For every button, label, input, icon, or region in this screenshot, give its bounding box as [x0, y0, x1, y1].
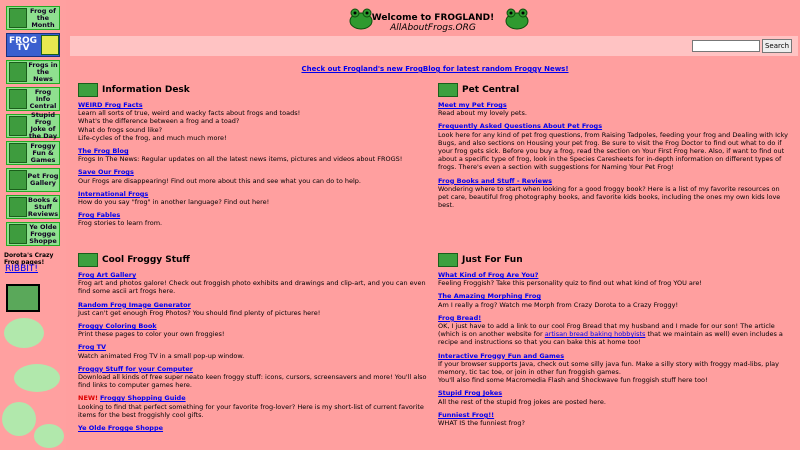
frog-section-icon: [438, 83, 458, 97]
frogge-shoppe-link[interactable]: Ye Olde Frogge Shoppe: [78, 424, 164, 433]
interactive-games-link[interactable]: Interactive Froggy Fun and Games: [438, 351, 565, 360]
pet-frog-faq-link[interactable]: Frequently Asked Questions About Pet Frogs: [438, 122, 603, 131]
header: [66, 0, 800, 34]
list-item: Interactive Froggy Fun and Games If your browser supports Java, check out some silly java fun. Make a silly story with froggy mad-libs, play memory, tic tac toe, or join in other fun froggish games. You'll also find some Macromedia Flash and Shockwave fun froggish stuff here too!: [438, 351, 779, 385]
weird-frog-facts-link[interactable]: WEIRD Frog Facts: [78, 101, 143, 109]
frog-blog-link[interactable]: The Frog Blog: [78, 147, 129, 156]
section-title: Just For Fun: [462, 254, 523, 265]
meet-my-pet-frogs-link[interactable]: Meet my Pet Frogs: [438, 101, 507, 109]
list-item: The Amazing Morphing Frog Am I really a frog? Watch me Morph from Crazy Dorota to a Crazy Froggy!: [438, 292, 679, 309]
frog-tv-link[interactable]: Frog TV: [78, 343, 107, 352]
artisan-bread-link[interactable]: artisan bread baking hobbyists: [544, 330, 646, 339]
section-just-for-fun: [438, 252, 790, 432]
list-item: Frog Books and Stuff - Reviews Wondering where to start when looking for a good froggy book? Here is a list of my favorite resources on pet care, beautiful frog photography books, and favorite kids books, including the ones my own kids love best.: [438, 176, 781, 210]
froggy-coloring-book-link[interactable]: Froggy Coloring Book: [78, 322, 157, 331]
froggy-shopping-guide-link[interactable]: Froggy Shopping Guide: [100, 394, 186, 403]
international-frogs-link[interactable]: International Frogs: [78, 189, 149, 198]
list-item: Frog Art Gallery Frog art and photos galore! Check out froggish photo exhibits and drawings and clip-art, and you can even find some ascii art frogs here.: [78, 271, 426, 296]
search-input[interactable]: [692, 40, 760, 52]
section-title: Information Desk: [102, 84, 190, 95]
frogblog-banner-link[interactable]: Check out Frogland's new FrogBlog for latest random Froggy News!: [301, 65, 569, 73]
new-badge: NEW!: [78, 394, 99, 403]
nav-frog-tv[interactable]: FROG TV: [6, 33, 60, 57]
frog-bread-link[interactable]: Frog Bread!: [438, 313, 482, 322]
section-title: Pet Central: [462, 84, 520, 95]
morphing-frog-link[interactable]: The Amazing Morphing Frog: [438, 292, 542, 301]
nav-froggy-fun-games[interactable]: Froggy Fun & Games: [6, 141, 60, 165]
ribbit-link[interactable]: RIBBIT!: [5, 264, 39, 274]
nav-frogs-in-the-news[interactable]: Frogs in the News: [6, 60, 60, 84]
section-pet-central: [438, 82, 790, 214]
books-icon: [9, 197, 27, 217]
list-item: Frequently Asked Questions About Pet Frogs Look here for any kind of pet frog questions, from Raising Tadpoles, feeding your frog and Dealing with Icky Bugs, and also sections on Housing your pet frog. Be sure to visit the Frog Doctor to find out what to do if your frog gets sick. Before you buy a frog, read the section on Your First Frog here. Also, if want to find out about a specific type of frog, look in the Species Caresheets for in-depth information on different types of frogs. There's even a section with suggestions for Naming Your Pet Frog!: [438, 122, 788, 172]
stupid-frog-jokes-link[interactable]: Stupid Frog Jokes: [438, 389, 503, 398]
background-blob: [34, 424, 64, 448]
search-button[interactable]: Search: [762, 39, 792, 53]
background-blob: [4, 318, 44, 348]
list-item: Frog Fables Frog stories to learn from.: [78, 211, 163, 228]
nav-frog-of-the-month[interactable]: Frog of the Month: [6, 6, 60, 30]
frog-section-icon: [438, 253, 458, 267]
frog-of-month-icon: [9, 8, 27, 28]
funniest-frog-link[interactable]: Funniest Frog!!: [438, 410, 495, 419]
site-title: Welcome to FROGLAND!: [371, 13, 495, 23]
list-item: Random Frog Image Generator Just can't get enough Frog Photos? You should find plenty of pictures here!: [78, 300, 321, 317]
frog-art-gallery-link[interactable]: Frog Art Gallery: [78, 271, 137, 279]
frog-info-icon: [9, 89, 27, 109]
list-item: Frog TV Watch animated Frog TV in a small pop-up window.: [78, 343, 245, 360]
section-information-desk: [78, 82, 428, 233]
section-title: Cool Froggy Stuff: [102, 254, 190, 265]
list-item: [78, 424, 428, 432]
background-blob: [2, 402, 36, 436]
list-item: Save Our Frogs Our Frogs are disappearing! Find out more about this and see what you can do to help.: [78, 168, 361, 185]
crazy-frog-image[interactable]: [6, 284, 40, 312]
list-item: WEIRD Frog Facts Learn all sorts of true, weird and wacky facts about frogs and toads! What's the difference between a frog and a toad? What do frogs sound like? Life-cycles of the frog, and much much more!: [78, 101, 301, 142]
frog-section-icon: [78, 83, 98, 97]
random-frog-image-link[interactable]: Random Frog Image Generator: [78, 300, 191, 309]
nav-frogge-shoppe[interactable]: Ye Olde Frogge Shoppe: [6, 222, 60, 246]
background-blob: [14, 364, 60, 392]
froggy-computer-stuff-link[interactable]: Froggy Stuff for your Computer: [78, 364, 194, 373]
list-item: International Frogs How do you say "frog" in another language? Find out here!: [78, 189, 270, 207]
list-item: Froggy Stuff for your Computer Download all kinds of free super neato keen froggy stuff: icons, cursors, screensavers and more! You'll also find links to computer games here.: [78, 364, 427, 390]
site-subtitle: AllAboutFrogs.ORG: [390, 23, 476, 33]
shop-icon: [9, 224, 27, 244]
list-item: Stupid Frog Jokes All the rest of the stupid frog jokes are posted here.: [438, 389, 606, 406]
save-our-frogs-link[interactable]: Save Our Frogs: [78, 168, 134, 177]
search-bar: [70, 36, 798, 56]
crazy-frog-label: Dorota's Crazy Frog pages!: [4, 252, 54, 266]
pet-frog-icon: [9, 170, 27, 190]
frog-books-reviews-link[interactable]: Frog Books and Stuff - Reviews: [438, 176, 552, 185]
list-item: NEW! Froggy Shopping Guide Looking to find that perfect something for your favorite frog-lover? Here is my short-list of current favorite items for the best froggishly cool gifts.: [78, 394, 424, 419]
nav-books-reviews[interactable]: Books & Stuff Reviews: [6, 195, 60, 219]
frog-fables-link[interactable]: Frog Fables: [78, 211, 121, 220]
section-cool-froggy-stuff: [78, 252, 428, 437]
list-item: Meet my Pet Frogs Read about my lovely pets.: [438, 101, 527, 118]
nav-stupid-frog-joke[interactable]: Stupid Frog Joke of the Day: [6, 114, 60, 138]
frog-quiz-link[interactable]: What Kind of Frog Are You?: [438, 271, 539, 279]
nav-pet-frog-gallery[interactable]: Pet Frog Gallery: [6, 168, 60, 192]
list-item: Frog Bread! OK, I just have to add a link to our cool Frog Bread that my husband and I made for our son! The article (which is on another website for artisan bread baking hobbyists that we maintain as well) even includes a recipe and instructions so that you can bake this at home too!: [438, 313, 783, 347]
list-item: Funniest Frog!! WHAT IS the funniest frog?: [438, 410, 525, 428]
sidebar: [0, 0, 66, 450]
frog-joke-icon: [9, 116, 27, 136]
frog-section-icon: [78, 253, 98, 267]
list-item: What Kind of Frog Are You? Feeling Froggish? Take this personality quiz to find out what kind of frog YOU are!: [438, 271, 703, 288]
list-item: The Frog Blog Frogs In The News: Regular updates on all the latest news items, pictures and videos about FROGS!: [78, 147, 403, 164]
frog-games-icon: [9, 143, 27, 163]
list-item: Froggy Coloring Book Print these pages to color your own froggies!: [78, 322, 225, 339]
frog-news-icon: [9, 62, 27, 82]
nav-frog-info-central[interactable]: Frog Info Central: [6, 87, 60, 111]
frog-tv-icon: [41, 35, 59, 55]
